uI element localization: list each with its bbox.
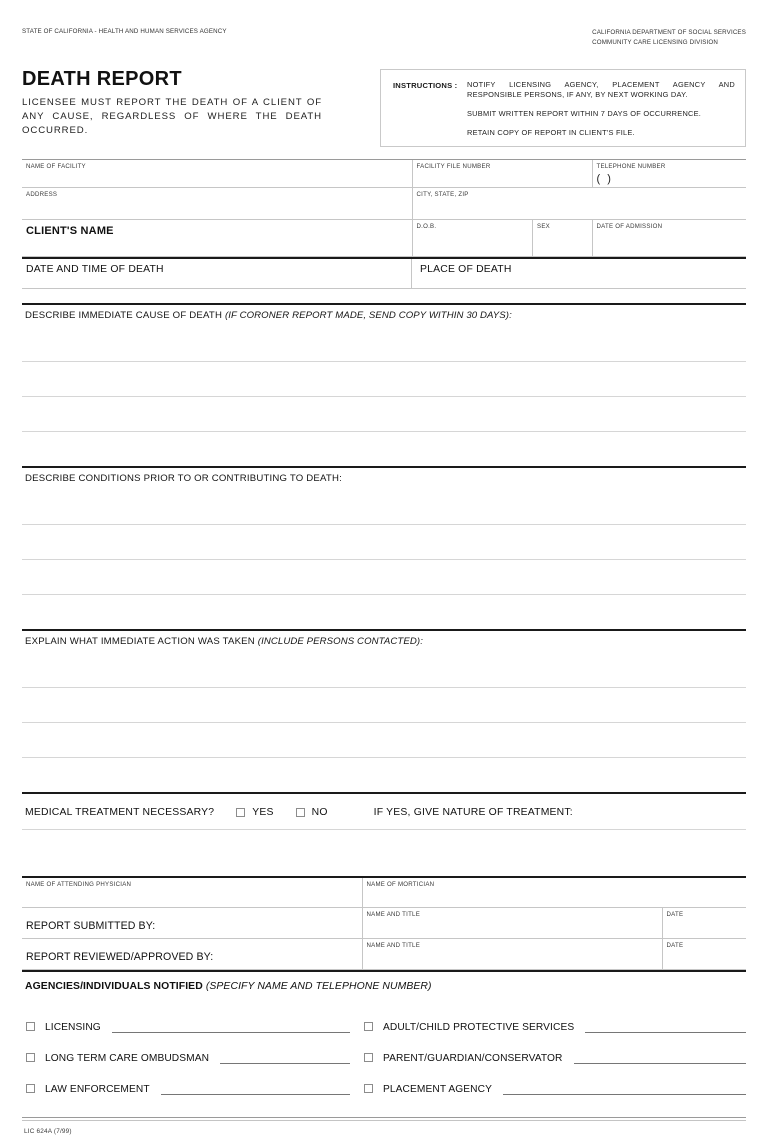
section-head-action bbox=[22, 631, 746, 653]
form-subtitle: LICENSEE MUST REPORT THE DEATH OF A CLIENT OF ANY CAUSE, REGARDLESS OF WHERE THE DEATH OCCURRED. bbox=[22, 97, 322, 137]
label-sex: SEX bbox=[537, 222, 550, 230]
field-telephone-number[interactable] bbox=[592, 160, 746, 187]
agency-item-placement-agency[interactable] bbox=[364, 1083, 746, 1095]
field-clients-name[interactable] bbox=[22, 219, 412, 256]
section-immediate-action bbox=[22, 629, 746, 792]
agency-input-long-term-care-ombudsman[interactable] bbox=[220, 1052, 350, 1064]
label-attending-physician: NAME OF ATTENDING PHYSICIAN bbox=[26, 880, 132, 888]
department-line-2: COMMUNITY CARE LICENSING DIVISION bbox=[592, 38, 718, 46]
agencies-heading-bold: AGENCIES/INDIVIDUALS NOTIFIED bbox=[25, 981, 206, 993]
field-name-of-facility[interactable] bbox=[22, 160, 412, 187]
label-name-and-title-reviewed: NAME AND TITLE bbox=[366, 942, 421, 950]
form-id: LIC 624A (7/99) bbox=[24, 1128, 72, 1135]
label-date-submitted: DATE bbox=[666, 911, 684, 919]
label-dob: D.O.B. bbox=[416, 222, 437, 230]
agency-row-3 bbox=[22, 1083, 746, 1095]
agency-item-licensing[interactable] bbox=[26, 1021, 364, 1033]
label-telephone-number: TELEPHONE NUMBER bbox=[596, 163, 666, 171]
table-row bbox=[22, 908, 746, 939]
label-date-reviewed: DATE bbox=[666, 942, 684, 950]
agencies-heading bbox=[22, 972, 746, 1002]
agency-item-adult-child-protective-services[interactable] bbox=[364, 1021, 746, 1033]
label-report-submitted-by: REPORT SUBMITTED BY: bbox=[26, 920, 156, 933]
write-line[interactable] bbox=[22, 362, 746, 397]
title-block bbox=[22, 69, 362, 147]
checkbox-law-enforcement-icon[interactable] bbox=[26, 1084, 35, 1093]
instruction-item-3: RETAIN COPY OF REPORT IN CLIENT'S FILE. bbox=[467, 128, 635, 138]
table-row bbox=[22, 160, 746, 187]
section-immediate-cause bbox=[22, 303, 746, 466]
dob-sex-admission-wrap bbox=[412, 219, 592, 256]
date-place-of-death-strip bbox=[22, 259, 746, 289]
field-mortician[interactable] bbox=[362, 878, 746, 908]
field-reviewed-date[interactable] bbox=[662, 939, 746, 970]
action-label-main: EXPLAIN WHAT IMMEDIATE ACTION WAS TAKEN bbox=[25, 635, 258, 647]
write-line[interactable] bbox=[22, 653, 746, 688]
field-sex[interactable] bbox=[533, 220, 593, 256]
medical-treatment-write-area[interactable] bbox=[22, 830, 746, 876]
write-line[interactable] bbox=[22, 327, 746, 362]
label-mortician: NAME OF MORTICIAN bbox=[366, 880, 435, 888]
department-label bbox=[592, 28, 746, 47]
field-dob[interactable] bbox=[413, 220, 533, 256]
section-conditions-prior bbox=[22, 466, 746, 629]
section-signatures bbox=[22, 876, 746, 973]
agency-input-adult-child-protective-services[interactable] bbox=[585, 1021, 746, 1033]
checkbox-no-icon[interactable] bbox=[296, 808, 305, 817]
agency-label-long-term-care-ombudsman: LONG TERM CARE OMBUDSMAN bbox=[45, 1053, 210, 1065]
agency-label-licensing: LICENSING bbox=[45, 1022, 101, 1034]
medical-no-label: NO bbox=[311, 806, 328, 818]
signature-grid bbox=[22, 878, 746, 971]
agency-item-parent-guardian-conservator[interactable] bbox=[364, 1052, 746, 1064]
page-title: DEATH REPORT bbox=[22, 68, 182, 91]
checkbox-parent-guardian-conservator-icon[interactable] bbox=[364, 1053, 373, 1062]
medical-treatment-row bbox=[22, 794, 746, 830]
medical-if-yes-label: IF YES, GIVE NATURE OF TREATMENT: bbox=[373, 806, 573, 818]
field-city-state-zip[interactable] bbox=[412, 187, 746, 219]
table-row bbox=[22, 878, 746, 908]
label-clients-name: CLIENT'S NAME bbox=[26, 224, 114, 237]
medical-option-no[interactable] bbox=[296, 807, 328, 818]
agency-input-parent-guardian-conservator[interactable] bbox=[574, 1052, 747, 1064]
title-instructions-row bbox=[22, 69, 746, 147]
write-line[interactable] bbox=[22, 723, 746, 758]
label-name-of-facility: NAME OF FACILITY bbox=[26, 163, 86, 171]
table-row bbox=[22, 939, 746, 970]
checkbox-adult-child-protective-services-icon[interactable] bbox=[364, 1022, 373, 1031]
cause-label-main: DESCRIBE IMMEDIATE CAUSE OF DEATH bbox=[25, 309, 225, 321]
write-line[interactable] bbox=[22, 758, 746, 792]
field-attending-physician[interactable] bbox=[22, 878, 362, 908]
section-agencies-notified bbox=[22, 972, 746, 1095]
label-city-state-zip: CITY, STATE, ZIP bbox=[416, 190, 469, 198]
label-name-and-title-submitted: NAME AND TITLE bbox=[366, 911, 421, 919]
field-reviewed-name-and-title[interactable] bbox=[362, 939, 662, 970]
write-line[interactable] bbox=[22, 525, 746, 560]
label-date-of-admission: DATE OF ADMISSION bbox=[596, 222, 663, 230]
field-date-and-time-of-death[interactable]: DATE AND TIME OF DEATH bbox=[22, 259, 412, 288]
field-submitted-date[interactable] bbox=[662, 908, 746, 939]
state-agency-label: STATE OF CALIFORNIA - HEALTH AND HUMAN SERVICES AGENCY bbox=[22, 28, 227, 35]
write-line[interactable] bbox=[22, 490, 746, 525]
section-head-immediate-cause bbox=[22, 305, 746, 327]
write-line[interactable] bbox=[22, 688, 746, 723]
department-line-1: CALIFORNIA DEPARTMENT OF SOCIAL SERVICES bbox=[592, 29, 746, 36]
checkbox-yes-icon[interactable] bbox=[236, 808, 245, 817]
agency-header bbox=[22, 0, 746, 47]
agency-input-law-enforcement[interactable] bbox=[161, 1083, 350, 1095]
label-facility-file-number: FACILITY FILE NUMBER bbox=[416, 163, 491, 171]
instruction-item-2: SUBMIT WRITTEN REPORT WITHIN 7 DAYS OF OCCURRENCE. bbox=[467, 109, 702, 119]
label-report-submitted-by-cell bbox=[22, 908, 362, 939]
facility-grid bbox=[22, 160, 746, 257]
agency-row-1 bbox=[22, 1021, 746, 1033]
agency-row-2 bbox=[22, 1052, 746, 1064]
write-line[interactable] bbox=[22, 560, 746, 595]
medical-question: MEDICAL TREATMENT NECESSARY? bbox=[25, 806, 215, 818]
action-write-lines[interactable] bbox=[22, 653, 746, 792]
write-line[interactable] bbox=[22, 397, 746, 432]
section-head-conditions: DESCRIBE CONDITIONS PRIOR TO OR CONTRIBUTING TO DEATH: bbox=[25, 472, 342, 484]
label-address: ADDRESS bbox=[26, 190, 58, 198]
field-address[interactable] bbox=[22, 187, 412, 219]
table-row bbox=[22, 187, 746, 219]
checkbox-placement-agency-icon[interactable] bbox=[364, 1084, 373, 1093]
field-facility-file-number[interactable] bbox=[412, 160, 592, 187]
checkbox-long-term-care-ombudsman-icon[interactable] bbox=[26, 1053, 35, 1062]
agency-item-law-enforcement[interactable] bbox=[26, 1083, 364, 1095]
footer bbox=[22, 1117, 746, 1135]
agency-label-placement-agency: PLACEMENT AGENCY bbox=[383, 1084, 492, 1096]
agency-label-parent-guardian-conservator: PARENT/GUARDIAN/CONSERVATOR bbox=[383, 1053, 563, 1065]
agency-label-law-enforcement: LAW ENFORCEMENT bbox=[45, 1084, 150, 1096]
footer-rule-1 bbox=[22, 1117, 746, 1118]
write-line[interactable] bbox=[22, 595, 746, 629]
agencies-heading-italic: (SPECIFY NAME AND TELEPHONE NUMBER) bbox=[205, 981, 432, 993]
medical-yes-label: YES bbox=[252, 806, 274, 818]
write-line[interactable] bbox=[22, 432, 746, 466]
label-report-reviewed-by-cell bbox=[22, 939, 362, 970]
table-row bbox=[22, 219, 746, 256]
field-place-of-death[interactable]: PLACE OF DEATH bbox=[420, 263, 512, 275]
label-report-reviewed-by: REPORT REVIEWED/APPROVED BY: bbox=[26, 951, 214, 964]
instructions-label: INSTRUCTIONS : bbox=[393, 81, 458, 91]
section-medical-treatment bbox=[22, 792, 746, 876]
instruction-item-1: NOTIFY LICENSING AGENCY, PLACEMENT AGENCY AND RESPONSIBLE PERSONS, IF ANY, BY NEXT WORKING DAY. bbox=[467, 80, 735, 100]
agency-item-long-term-care-ombudsman[interactable] bbox=[26, 1052, 364, 1064]
cause-label-italic: (IF CORONER REPORT MADE, SEND COPY WITHIN 30 DAYS): bbox=[224, 309, 512, 321]
medical-option-yes[interactable] bbox=[236, 807, 273, 818]
field-submitted-name-and-title[interactable] bbox=[362, 908, 662, 939]
agency-label-adult-child-protective-services: ADULT/CHILD PROTECTIVE SERVICES bbox=[383, 1022, 575, 1034]
checkbox-licensing-icon[interactable] bbox=[26, 1022, 35, 1031]
conditions-write-lines[interactable] bbox=[22, 490, 746, 629]
agency-input-placement-agency[interactable] bbox=[503, 1083, 746, 1095]
telephone-parens: ( ) bbox=[596, 173, 613, 186]
cause-write-lines[interactable] bbox=[22, 327, 746, 466]
instructions-box bbox=[380, 69, 746, 147]
facility-section bbox=[22, 159, 746, 289]
field-date-of-admission[interactable] bbox=[592, 219, 746, 256]
action-label-italic: (INCLUDE PERSONS CONTACTED): bbox=[257, 635, 423, 647]
instructions-body bbox=[467, 80, 735, 138]
agency-input-licensing[interactable] bbox=[112, 1021, 350, 1033]
